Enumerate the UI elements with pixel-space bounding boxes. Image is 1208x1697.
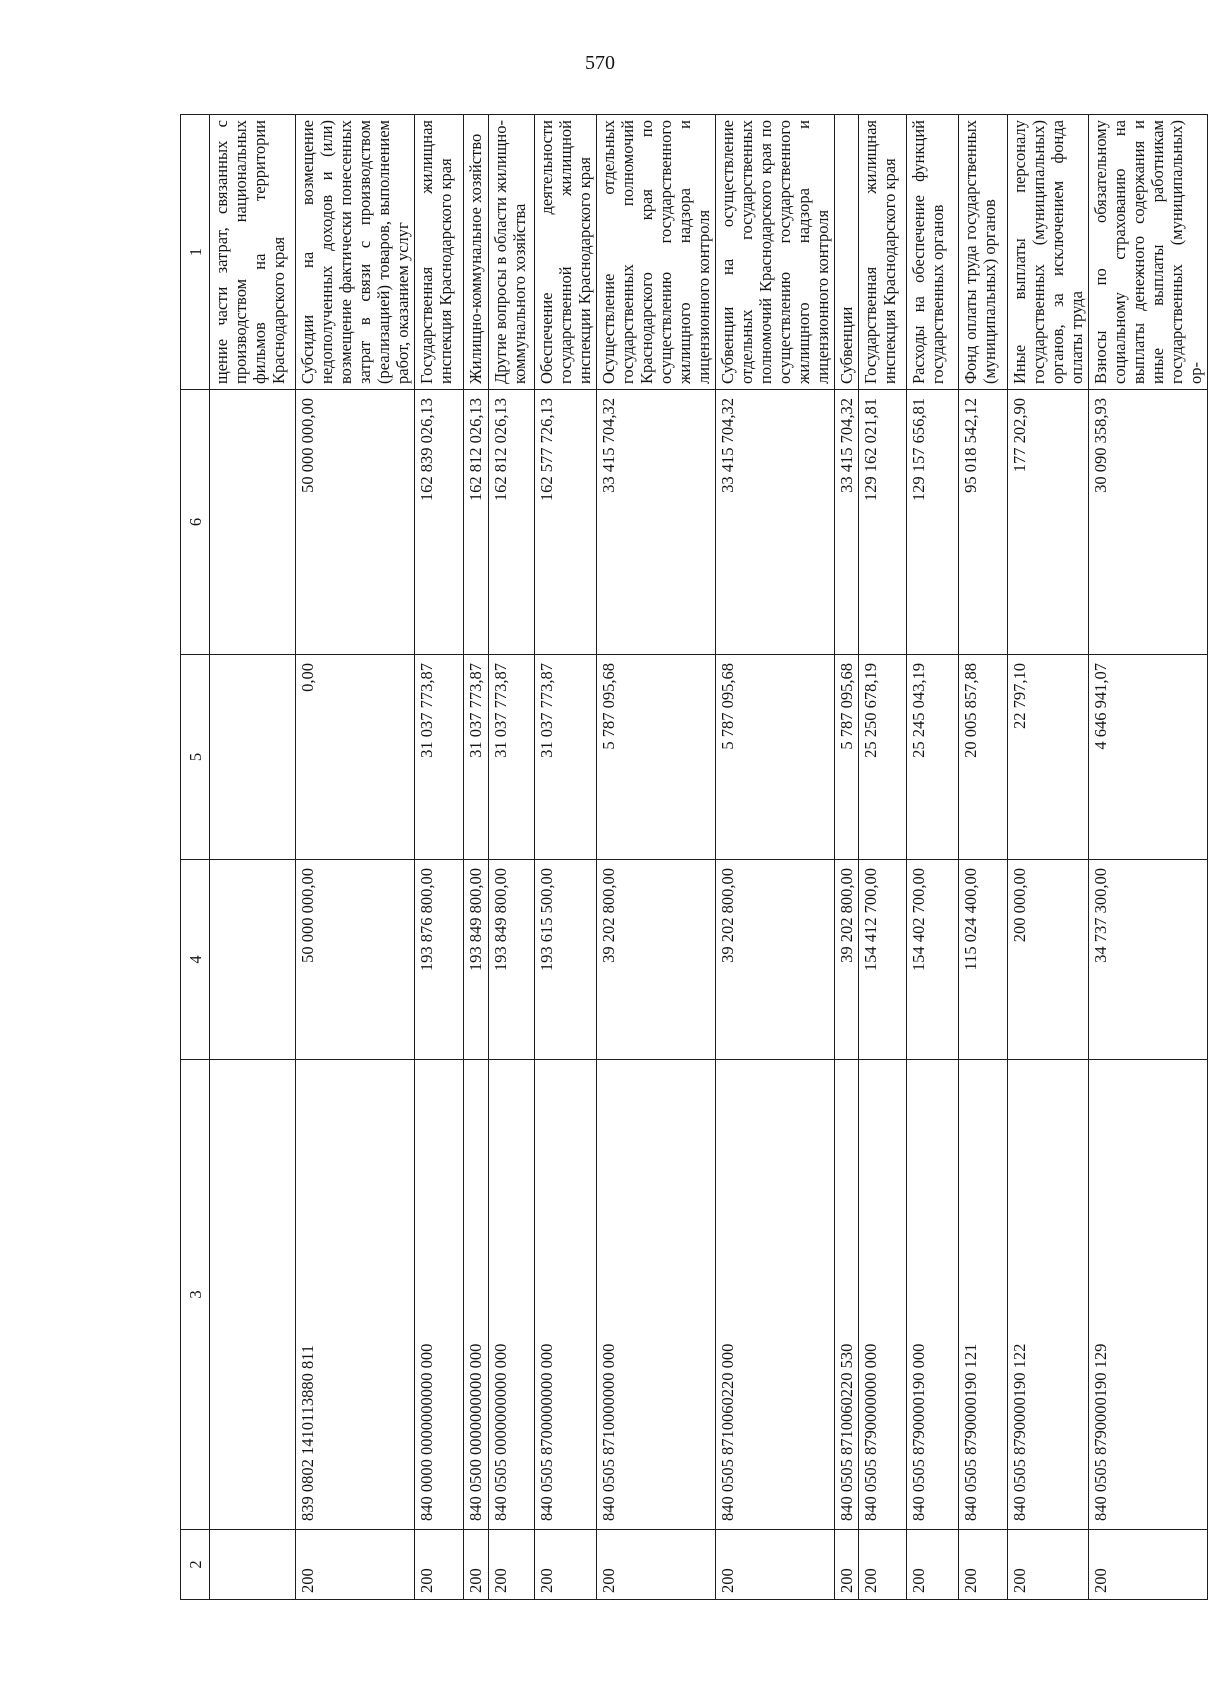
cell-code: 200 xyxy=(597,1530,716,1600)
table-row xyxy=(597,115,716,1600)
rotated-table-wrapper xyxy=(180,115,1205,1600)
cell-name: Субвенции на осуществление отдельных государственных полномочий Краснодарского края по осуществлению государственного жилищного надзора и лицензионного контроля xyxy=(716,115,835,390)
cell-v4: 39 202 800,00 xyxy=(716,860,835,1060)
cell-v5: 5 787 095,68 xyxy=(835,655,859,860)
header-col-6: 6 xyxy=(181,390,210,655)
cell-code: 200 xyxy=(464,1530,489,1600)
table-row xyxy=(959,115,1008,1600)
cell-v6: 162 812 026,13 xyxy=(489,390,535,655)
cell-v6: 129 162 021,81 xyxy=(859,390,907,655)
table-row xyxy=(415,115,464,1600)
cell-code: 200 xyxy=(907,1530,959,1600)
cell-v6: 162 577 726,13 xyxy=(535,390,597,655)
cell-kbk: 840 0505 8790000190 129 xyxy=(1089,1060,1208,1530)
cell-code: 200 xyxy=(1008,1530,1089,1600)
cell-v5: 20 005 857,88 xyxy=(959,655,1008,860)
cell-v4: 50 000 000,00 xyxy=(296,860,415,1060)
cell-v5: 31 037 773,87 xyxy=(464,655,489,860)
cell-code: 200 xyxy=(296,1530,415,1600)
table-stage xyxy=(180,115,1205,1600)
header-col-3: 3 xyxy=(181,1060,210,1530)
cell-v4: 193 849 800,00 xyxy=(464,860,489,1060)
cell-v5: 31 037 773,87 xyxy=(415,655,464,860)
cell-v5: 5 787 095,68 xyxy=(597,655,716,860)
table-row xyxy=(464,115,489,1600)
cell-name: Государственная жилищная инспекция Краснодарского края xyxy=(415,115,464,390)
cell-kbk: 840 0000 0000000000 000 xyxy=(415,1060,464,1530)
cell-name: Обеспечение деятельности государственной жилищной инспекции Краснодарского края xyxy=(535,115,597,390)
cell-kbk: 840 0505 8710000000 000 xyxy=(597,1060,716,1530)
cell-v5: 25 245 043,19 xyxy=(907,655,959,860)
cell-v4: 154 402 700,00 xyxy=(907,860,959,1060)
cell-name: Субвенции xyxy=(835,115,859,390)
cell-v5: 22 797,10 xyxy=(1008,655,1089,860)
cell-v4: 39 202 800,00 xyxy=(597,860,716,1060)
cell-kbk: 840 0505 8710060220 000 xyxy=(716,1060,835,1530)
cell-name: Государственная жилищная инспекция Краснодарского края xyxy=(859,115,907,390)
cell-kbk: 840 0505 8790000000 000 xyxy=(859,1060,907,1530)
table-row xyxy=(535,115,597,1600)
cell-v6: 129 157 656,81 xyxy=(907,390,959,655)
cell-name: Жилищно-коммунальное хозяйство xyxy=(464,115,489,390)
cell-kbk xyxy=(210,1060,296,1530)
cell-v6: 162 812 026,13 xyxy=(464,390,489,655)
table-row xyxy=(489,115,535,1600)
cell-kbk: 840 0505 8790000190 122 xyxy=(1008,1060,1089,1530)
cell-code: 200 xyxy=(1089,1530,1208,1600)
cell-kbk: 840 0505 8700000000 000 xyxy=(535,1060,597,1530)
table-row xyxy=(716,115,835,1600)
table-row xyxy=(835,115,859,1600)
cell-kbk: 840 0505 8790000190 121 xyxy=(959,1060,1008,1530)
cell-kbk: 840 0505 0000000000 000 xyxy=(489,1060,535,1530)
cell-v4: 115 024 400,00 xyxy=(959,860,1008,1060)
budget-table-body xyxy=(181,115,1208,1600)
cell-v4: 193 876 800,00 xyxy=(415,860,464,1060)
header-col-2: 2 xyxy=(181,1530,210,1600)
header-col-1: 1 xyxy=(181,115,210,390)
table-row xyxy=(907,115,959,1600)
cell-v6 xyxy=(210,390,296,655)
cell-name: щение части затрат, связанных с производством национальных фильмов на территории Краснодарского края xyxy=(210,115,296,390)
cell-v5: 31 037 773,87 xyxy=(535,655,597,860)
cell-code: 200 xyxy=(489,1530,535,1600)
cell-v4: 39 202 800,00 xyxy=(835,860,859,1060)
cell-v6: 33 415 704,32 xyxy=(597,390,716,655)
header-row xyxy=(181,115,210,1600)
cell-v4: 34 737 300,00 xyxy=(1089,860,1208,1060)
cell-name: Фонд оплаты труда государственных (муниципальных) органов xyxy=(959,115,1008,390)
cell-v5: 0,00 xyxy=(296,655,415,860)
cell-code: 200 xyxy=(415,1530,464,1600)
cell-v4 xyxy=(210,860,296,1060)
cell-name: Субсидии на возмещение недополученных доходов и (или) возмещение фактически понесенных затрат в связи с производством (реализацией) товаров, выполнением работ, оказанием услуг xyxy=(296,115,415,390)
cell-name: Другие вопросы в области жилищно-коммунального хозяйства xyxy=(489,115,535,390)
cell-v6: 33 415 704,32 xyxy=(835,390,859,655)
header-col-4: 4 xyxy=(181,860,210,1060)
cell-v4: 200 000,00 xyxy=(1008,860,1089,1060)
cell-name: Взносы по обязательному социальному страхованию на выплаты денежного содержания и иные выплаты работникам государственных (муниципальных) ор- xyxy=(1089,115,1208,390)
cell-v6: 177 202,90 xyxy=(1008,390,1089,655)
cell-code: 200 xyxy=(835,1530,859,1600)
page-number: 570 xyxy=(585,52,615,74)
cell-v5 xyxy=(210,655,296,860)
header-col-5: 5 xyxy=(181,655,210,860)
cell-code: 200 xyxy=(716,1530,835,1600)
table-row xyxy=(296,115,415,1600)
cell-kbk: 839 0802 1410113880 811 xyxy=(296,1060,415,1530)
budget-table xyxy=(180,114,1208,1600)
table-row xyxy=(1089,115,1208,1600)
cell-code: 200 xyxy=(535,1530,597,1600)
cell-code: 200 xyxy=(859,1530,907,1600)
cell-v5: 25 250 678,19 xyxy=(859,655,907,860)
table-row xyxy=(859,115,907,1600)
cell-code xyxy=(210,1530,296,1600)
cell-v6: 50 000 000,00 xyxy=(296,390,415,655)
cell-v4: 154 412 700,00 xyxy=(859,860,907,1060)
cell-name: Иные выплаты персоналу государственных (муниципальных) органов, за исключением фонда оплаты труда xyxy=(1008,115,1089,390)
cell-v6: 30 090 358,93 xyxy=(1089,390,1208,655)
cell-v5: 31 037 773,87 xyxy=(489,655,535,860)
cell-v4: 193 615 500,00 xyxy=(535,860,597,1060)
cell-v5: 4 646 941,07 xyxy=(1089,655,1208,860)
cell-v6: 95 018 542,12 xyxy=(959,390,1008,655)
table-row xyxy=(210,115,296,1600)
cell-kbk: 840 0505 8790000190 000 xyxy=(907,1060,959,1530)
cell-v4: 193 849 800,00 xyxy=(489,860,535,1060)
table-row xyxy=(1008,115,1089,1600)
cell-name: Расходы на обеспечение функций государственных органов xyxy=(907,115,959,390)
cell-v6: 33 415 704,32 xyxy=(716,390,835,655)
cell-code: 200 xyxy=(959,1530,1008,1600)
cell-name: Осуществление отдельных государственных полномочий Краснодарского края по осуществлению государственного жилищного надзора и лицензионного контроля xyxy=(597,115,716,390)
cell-v5: 5 787 095,68 xyxy=(716,655,835,860)
cell-v6: 162 839 026,13 xyxy=(415,390,464,655)
cell-kbk: 840 0500 0000000000 000 xyxy=(464,1060,489,1530)
cell-kbk: 840 0505 8710060220 530 xyxy=(835,1060,859,1530)
